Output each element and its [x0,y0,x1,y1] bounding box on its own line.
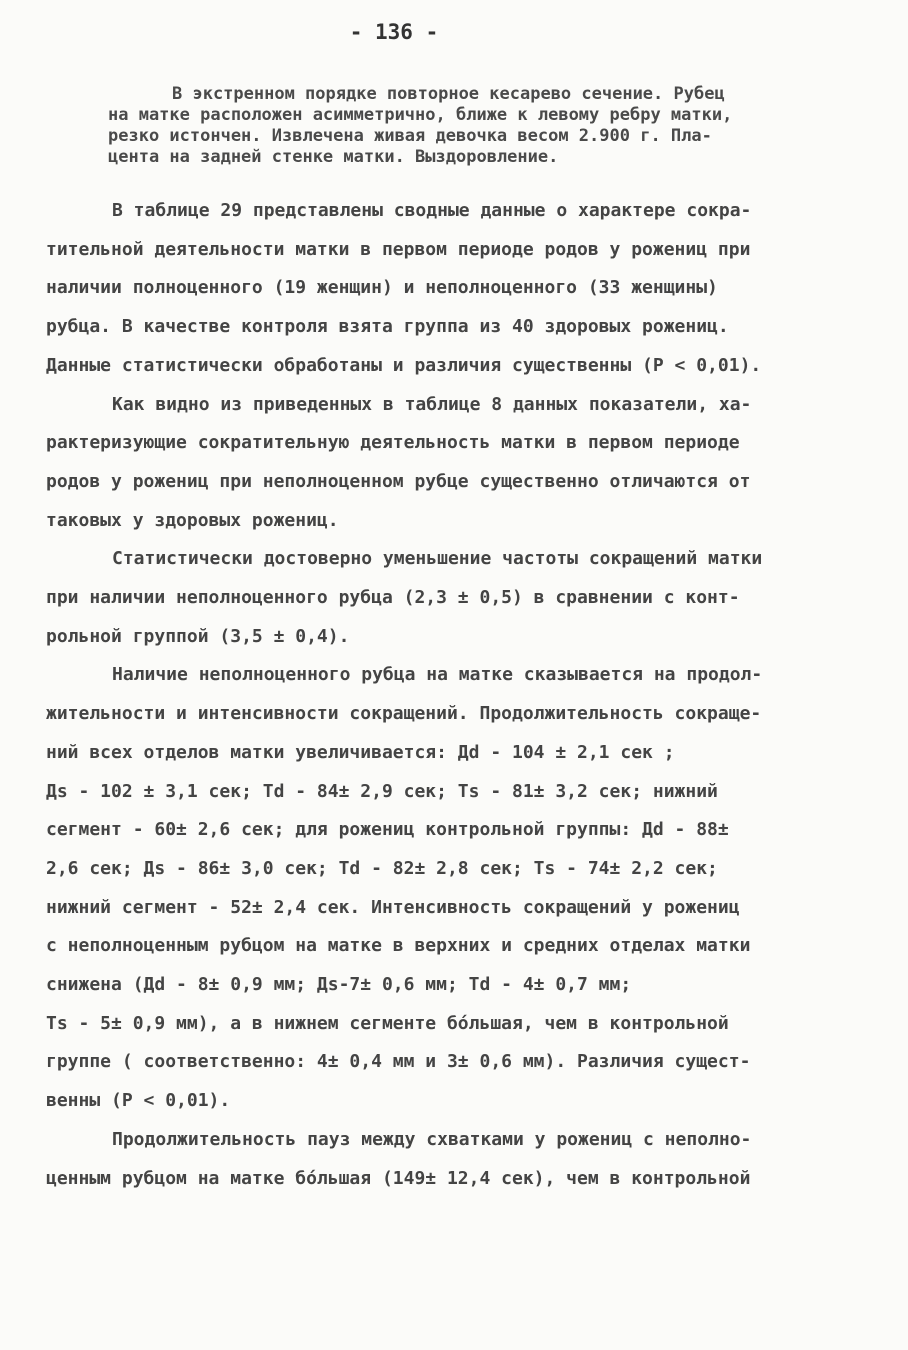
page-number: - 136 - [349,20,439,44]
paragraph-line: снижена (Дd - 8± 0,9 мм; Дs-7± 0,6 мм; Тd - 4± 0,7 мм; [46,974,632,996]
paragraph-line: наличии полноценного (19 женщин) и неполноценного (33 женщины) [46,277,718,299]
paragraph-line: группе ( соответственно: 4± 0,4 мм и 3± 0,6 мм). Различия сущест- [46,1051,751,1073]
paragraph-line: Продолжительность пауз между схватками у рожениц с неполно- [112,1128,752,1150]
paragraph-line: рактеризующие сократительную деятельность матки в первом периоде [46,432,740,454]
paragraph-line: тительной деятельности матки в первом периоде родов у рожениц при [46,238,751,260]
paragraph-line: ценным рубцом на матке бóльшая (149± 12,4 сек), чем в контрольной [46,1167,751,1189]
paragraph-line: 2,6 сек; Дs - 86± 3,0 сек; Тd - 82± 2,8 сек; Тs - 74± 2,2 сек; [46,857,718,879]
paragraph-line: Дs - 102 ± 3,1 сек; Тd - 84± 2,9 сек; Тs - 81± 3,2 сек; нижний [46,780,718,802]
body-text [46,192,872,1198]
paragraph-line: рубца. В качестве контроля взята группа из 40 здоровых рожениц. [46,316,729,338]
paragraph-line: нижний сегмент - 52± 2,4 сек. Интенсивность сокращений у рожениц [46,896,740,918]
case-line: резко истончен. Извлечена живая девочка весом 2.900 г. Пла- [108,126,712,146]
case-line: цента на задней стенке матки. Выздоровление. [108,147,559,167]
case-line: на матке расположен асимметрично, ближе к левому ребру матки, [108,105,733,125]
paragraph-line: Как видно из приведенных в таблице 8 данных показатели, ха- [112,393,752,415]
paragraph-line: родов у рожениц при неполноценном рубце существенно отличаются от [46,470,751,492]
paragraph-line: с неполноценным рубцом на матке в верхних и средних отделах матки [46,935,751,957]
case-description [108,84,874,168]
paragraph-line: венны (P < 0,01). [46,1090,231,1112]
paragraph-line: Наличие неполноценного рубца на матке сказывается на продол- [112,664,763,686]
paragraph-line: Тs - 5± 0,9 мм), а в нижнем сегменте бóльшая, чем в контрольной [46,1012,729,1034]
paragraph-line: Статистически достоверно уменьшение частоты сокращений матки [112,548,763,570]
paragraph-line: сегмент - 60± 2,6 сек; для рожениц контрольной группы: Дd - 88± [46,819,729,841]
paragraph-line: таковых у здоровых рожениц. [46,509,339,531]
paragraph-line: при наличии неполноценного рубца (2,3 ± 0,5) в сравнении с конт- [46,587,740,609]
paragraph-line: В таблице 29 представлены сводные данные о характере сокра- [112,200,752,221]
case-line: В экстренном порядке повторное кесарево сечение. Рубец [172,84,725,104]
paragraph-line: жительности и интенсивности сокращений. Продолжительность сокраще- [46,703,762,725]
paragraph-line: ний всех отделов матки увеличивается: Дd - 104 ± 2,1 сек ; [46,741,675,763]
paragraph-line: рольной группой (3,5 ± 0,4). [46,625,350,647]
paragraph-line: Данные статистически обработаны и различия существенны (P < 0,01). [46,354,762,376]
